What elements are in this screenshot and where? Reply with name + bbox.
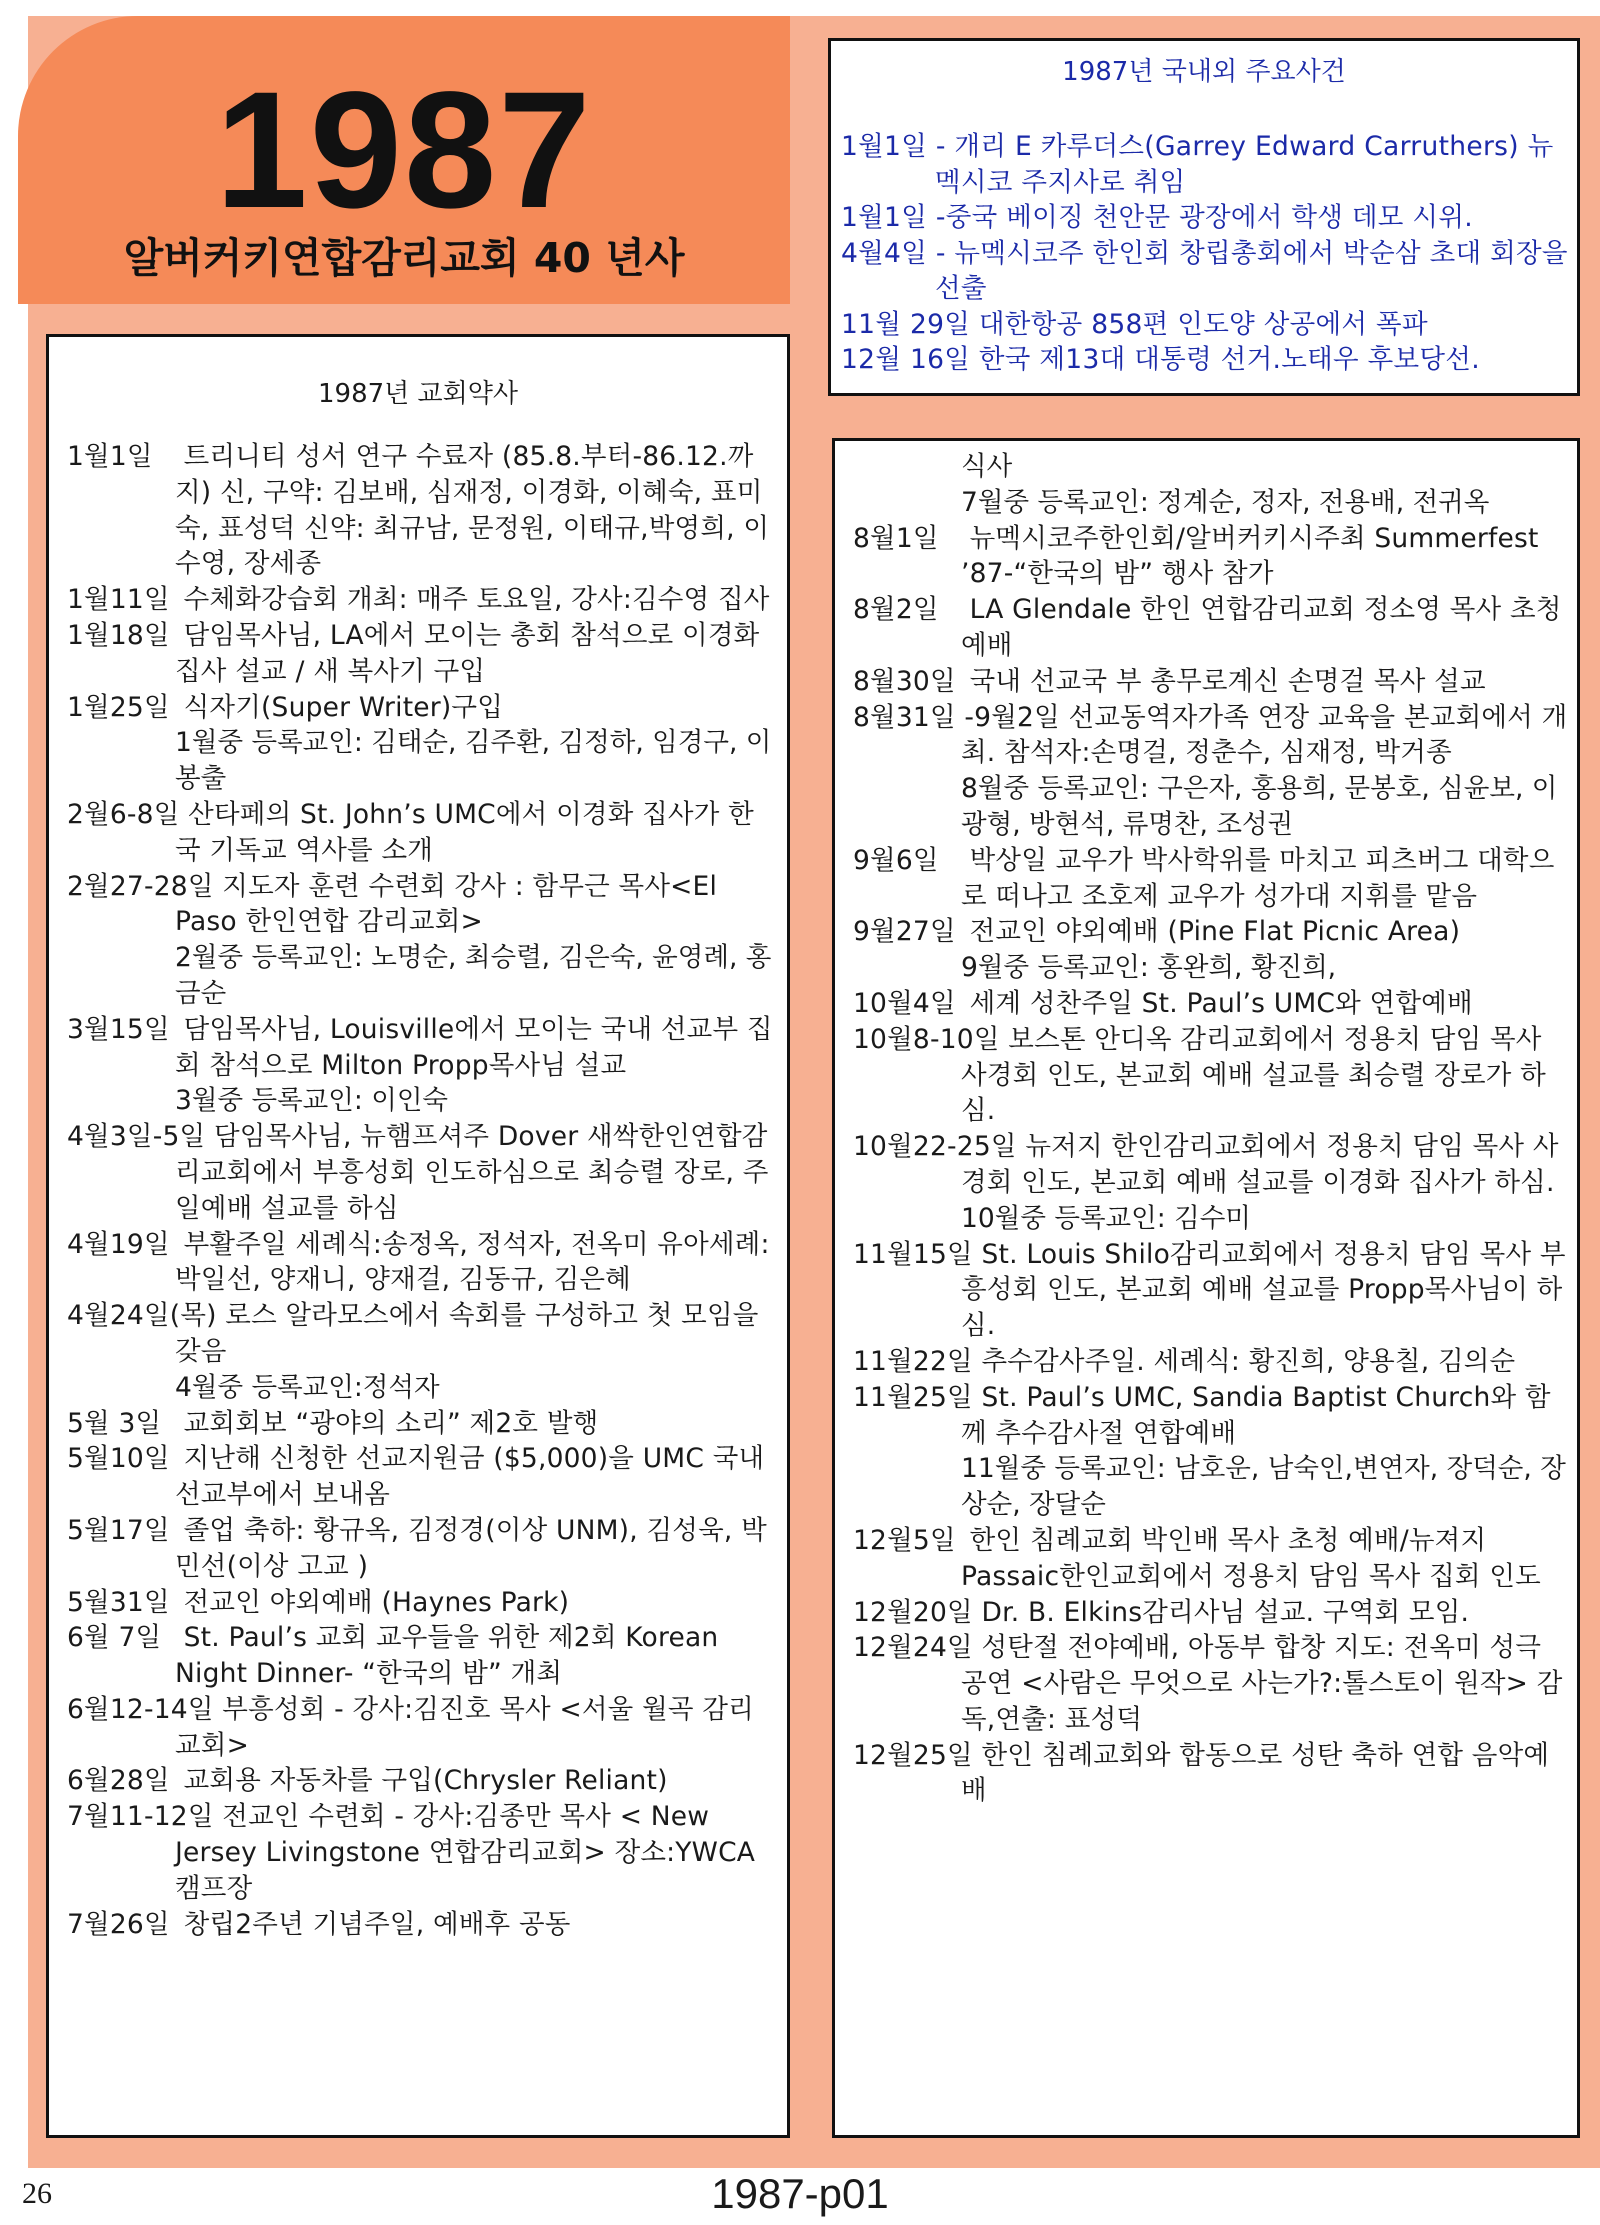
- church-history-title: 1987년 교회약사: [317, 379, 518, 409]
- entry-date: 4월24일(목): [67, 1300, 217, 1332]
- entry-date: 4월3일-5일: [67, 1121, 206, 1153]
- world-event-item: 1월1일 - 개리 E 카루더스(Garrey Edward Carruthers) 뉴멕시코 주지사로 취임: [841, 131, 1554, 198]
- history-entry: [67, 1012, 779, 1084]
- entry-text: St. Paul’s UMC, Sandia Baptist Church와 함께 추수감사절 연합예배: [961, 1381, 1551, 1449]
- history-entry: [67, 1119, 779, 1226]
- entry-text: 뉴멕시코주한인회/알버커키시주최 Summerfest ’87-“한국의 밤” 행사 참가: [961, 522, 1539, 590]
- history-entry: [853, 521, 1569, 593]
- entry-text: 부흥성회 - 강사:김진호 목사 <서울 월곡 감리교회>: [175, 1693, 754, 1761]
- history-entry: [853, 1022, 1569, 1129]
- entry-date: 1월18일: [67, 619, 170, 651]
- entry-date: 5월 3일: [67, 1407, 162, 1439]
- entry-text: 담임목사님, Louisville에서 모이는 국내 선교부 집회 참석으로 Milton Propp목사님 설교: [175, 1013, 773, 1081]
- history-entry: [67, 1620, 779, 1692]
- entry-date: 1월11일: [67, 584, 170, 616]
- entry-date: 5월10일: [67, 1443, 170, 1475]
- entry-date: 12월24일: [853, 1632, 973, 1664]
- page-number: 26: [22, 2177, 52, 2210]
- entry-date: 6월12-14일: [67, 1693, 214, 1725]
- history-continuation: 2월중 등록교인: 노명순, 최승렬, 김은숙, 윤영례, 홍금순: [175, 942, 772, 1009]
- entry-text: 트리니티 성서 연구 수료자 (85.8.부터-86.12.까지) 신, 구약: 김보배, 심재정, 이경화, 이혜숙, 표미숙, 표성덕 신약: 최규남, 문정원, 이태규,박영희, 이수영, 장세종: [175, 441, 770, 580]
- entry-date: 10월22-25일: [853, 1131, 1017, 1163]
- entry-text: 담임목사님, LA에서 모이는 총회 참석으로 이경화 집사 설교 / 새 복사기 구입: [175, 619, 760, 687]
- history-entry: [67, 1406, 779, 1442]
- entry-date: 12월20일: [853, 1596, 973, 1628]
- entry-date: 4월19일: [67, 1228, 170, 1260]
- history-entry: [853, 664, 1569, 700]
- book-subtitle: 알버커키연합감리교회 40 년사: [123, 234, 685, 282]
- entry-date: 5월31일: [67, 1586, 170, 1618]
- entry-text: 전교인 수련회 - 강사:김종만 목사 < New Jersey Livingstone 연합감리교회> 장소:YWCA 캠프장: [175, 1801, 756, 1904]
- history-entry: [67, 439, 779, 582]
- history-entry: [853, 1523, 1569, 1595]
- entry-date: 8월30일: [853, 665, 956, 697]
- history-entry: [853, 1380, 1569, 1452]
- history-entry: [853, 1237, 1569, 1344]
- history-entry: [853, 700, 1569, 772]
- history-entry: [853, 1129, 1569, 1201]
- entry-text: 교회회보 “광야의 소리” 제2호 발행: [175, 1407, 599, 1439]
- entry-text: 부활주일 세례식:송정옥, 정석자, 전옥미 유아세례: 박일선, 양재니, 양재걸, 김동규, 김은혜: [175, 1228, 770, 1296]
- entry-text: 한인 침례교회와 합동으로 성탄 축하 연합 음악예배: [961, 1739, 1550, 1807]
- history-entry: [67, 1907, 779, 1943]
- history-entry: [67, 1227, 779, 1299]
- entry-date: 8월1일: [853, 522, 939, 554]
- history-entry: [67, 1513, 779, 1585]
- church-history-right-list: [835, 441, 1577, 1809]
- history-entry: [853, 1344, 1569, 1380]
- entry-date: 11월25일: [853, 1381, 973, 1413]
- entry-text: 선교동역자가족 연장 교육을 본교회에서 개최. 참석자:손명걸, 정춘수, 심재정, 박거종: [961, 701, 1568, 769]
- entry-text: 산타페의 St. John’s UMC에서 이경화 집사가 한국 기독교 역사를 소개: [175, 798, 754, 866]
- entry-text: 성탄절 전야예배, 아동부 합창 지도: 전옥미 성극 공연 <사람은 무엇으로 사는가?:톨스토이 원작> 감독,연출: 표성덕: [961, 1632, 1563, 1735]
- history-entry: [67, 618, 779, 690]
- history-continuation: 8월중 등록교인: 구은자, 홍용희, 문봉호, 심윤보, 이광형, 방현석, 류명찬, 조성권: [961, 773, 1558, 840]
- history-entry: [67, 869, 779, 941]
- entry-text: 지난해 신청한 선교지원금 ($5,000)을 UMC 국내 선교부에서 보내옴: [175, 1443, 765, 1511]
- history-entry: [853, 1738, 1569, 1810]
- church-history-left-box: [46, 334, 790, 2138]
- history-entry: [67, 1763, 779, 1799]
- entry-text: 한인 침례교회 박인배 목사 초청 예배/뉴져지 Passaic한인교회에서 정용치 담임 목사 집회 인도: [961, 1524, 1541, 1592]
- entry-text: Dr. B. Elkins감리사님 설교. 구역회 모임.: [972, 1596, 1470, 1628]
- history-entry: [67, 1799, 779, 1906]
- entry-date: 2월6-8일: [67, 798, 180, 830]
- entry-text: 교회용 자동차를 구입(Chrysler Reliant): [175, 1765, 668, 1797]
- entry-text: 전교인 야외예배 (Pine Flat Picnic Area): [961, 916, 1461, 948]
- entry-date: 10월4일: [853, 987, 956, 1019]
- world-events-box: [828, 38, 1580, 396]
- entry-text: 뉴저지 한인감리교회에서 정용치 담임 목사 사경회 인도, 본교회 예배 설교를 이경화 집사가 하심.: [961, 1131, 1559, 1198]
- entry-date: 6월28일: [67, 1765, 170, 1797]
- history-continuation: 9월중 등록교인: 홍완희, 황진희,: [961, 952, 1337, 984]
- history-entry: [67, 1585, 779, 1621]
- history-entry: [67, 582, 779, 618]
- history-entry: [853, 986, 1569, 1022]
- church-history-left-list: [49, 439, 787, 1942]
- history-entry: [853, 843, 1569, 915]
- history-entry: [67, 1692, 779, 1764]
- history-entry: [67, 690, 779, 726]
- entry-date: 8월2일: [853, 594, 939, 626]
- entry-text: 수체화강습회 개최: 매주 토요일, 강사:김수영 집사: [175, 584, 770, 616]
- history-entry: [67, 797, 779, 869]
- page-label: 1987-p01: [711, 2170, 889, 2217]
- entry-text: 세계 성찬주일 St. Paul’s UMC와 연합예배: [961, 987, 1473, 1019]
- entry-date: 5월17일: [67, 1514, 170, 1546]
- history-continuation: 11월중 등록교인: 남호운, 남숙인,변연자, 장덕순, 장상순, 장달순: [961, 1453, 1566, 1521]
- entry-text: St. Louis Shilo감리교회에서 정용치 담임 목사 부흥성회 인도, 본교회 예배 설교를 Propp목사님이 하심.: [961, 1238, 1566, 1342]
- entry-date: 11월22일: [853, 1345, 973, 1377]
- entry-date: 1월1일: [67, 441, 153, 472]
- history-continuation: 식사: [961, 451, 1013, 482]
- entry-date: 6월 7일: [67, 1622, 162, 1654]
- entry-text: 창립2주년 기념주일, 예배후 공동: [175, 1908, 571, 1940]
- entry-text: 박상일 교우가 박사학위를 마치고 피츠버그 대학으로 떠나고 조호제 교우가 성가대 지휘를 맡음: [961, 844, 1555, 912]
- history-continuation: 3월중 등록교인: 이인숙: [175, 1085, 449, 1117]
- world-event-item: 12월 16일 한국 제13대 대통령 선거.노태우 후보당선.: [841, 344, 1480, 375]
- world-events-title: 1987년 국내외 주요사건: [1062, 57, 1346, 87]
- entry-date: 8월31일 -9월2일: [853, 701, 1060, 733]
- entry-text: 전교인 야외예배 (Haynes Park): [175, 1586, 570, 1618]
- entry-text: 담임목사님, 뉴햄프셔주 Dover 새싹한인연합감리교회에서 부흥성회 인도하심으로 최승렬 장로, 주일예배 설교를 하심: [175, 1121, 769, 1224]
- entry-date: 9월6일: [853, 844, 939, 876]
- entry-text: St. Paul’s 교회 교우들을 위한 제2회 Korean Night Dinner- “한국의 밤” 개최: [175, 1622, 719, 1690]
- title-block: [18, 16, 790, 304]
- church-history-right-box: [832, 438, 1580, 2138]
- history-entry: [853, 1595, 1569, 1631]
- entry-text: 국내 선교국 부 총무로계신 손명걸 목사 설교: [961, 665, 1486, 697]
- history-entry: [853, 914, 1569, 950]
- history-entry: [67, 1298, 779, 1370]
- entry-text: 추수감사주일. 세례식: 황진희, 양용칠, 김의순: [972, 1345, 1516, 1377]
- entry-date: 11월15일: [853, 1238, 973, 1270]
- entry-text: 지도자 훈련 수련회 강사 : 함무근 목사<El Paso 한인연합 감리교회>: [175, 870, 718, 938]
- entry-date: 7월11-12일: [67, 1801, 214, 1833]
- entry-date: 10월8-10일: [853, 1023, 1000, 1055]
- history-entry: [853, 592, 1569, 664]
- entry-text: 졸업 축하: 황규옥, 김정경(이상 UNM), 김성욱, 박민선(이상 고교 ): [175, 1514, 767, 1582]
- entry-date: 9월27일: [853, 916, 956, 948]
- history-continuation: 4월중 등록교인:정석자: [175, 1371, 440, 1403]
- history-entry: [853, 1630, 1569, 1737]
- history-entry: [67, 1441, 779, 1513]
- entry-date: 7월26일: [67, 1908, 170, 1940]
- entry-date: 3월15일: [67, 1013, 170, 1045]
- entry-date: 2월27-28일: [67, 870, 214, 902]
- entry-date: 12월5일: [853, 1524, 956, 1556]
- history-continuation: 10월중 등록교인: 김수미: [961, 1202, 1251, 1234]
- world-event-item: 1월1일 -중국 베이징 천안문 광장에서 학생 데모 시위.: [841, 202, 1473, 233]
- history-continuation: 1월중 등록교인: 김태순, 김주환, 김정하, 임경구, 이봉출: [175, 727, 772, 795]
- world-events-list: [831, 129, 1577, 378]
- history-continuation: 7월중 등록교인: 정계순, 정자, 전용배, 전귀옥: [961, 486, 1490, 518]
- entry-date: 1월25일: [67, 691, 170, 723]
- entry-text: LA Glendale 한인 연합감리교회 정소영 목사 초청 예배: [961, 594, 1562, 661]
- entry-text: 보스톤 안디옥 감리교회에서 정용치 담임 목사 사경회 인도, 본교회 예배 설교를 최승렬 장로가 하심.: [961, 1023, 1546, 1127]
- entry-date: 12월25일: [853, 1739, 973, 1771]
- year-heading: 1987: [215, 58, 593, 243]
- entry-text: 로스 알라모스에서 속회를 구성하고 첫 모임을 갖음: [175, 1300, 759, 1367]
- world-event-item: 4월4일 - 뉴멕시코주 한인회 창립총회에서 박순삼 초대 회장을 선출: [841, 237, 1568, 304]
- entry-text: 식자기(Super Writer)구입: [175, 691, 504, 723]
- world-event-item: 11월 29일 대한항공 858편 인도양 상공에서 폭파: [841, 308, 1428, 340]
